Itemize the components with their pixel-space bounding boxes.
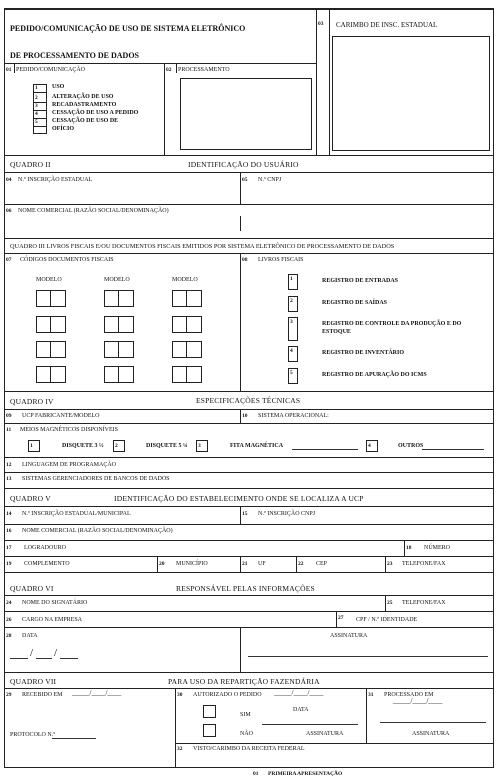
protocolo-line[interactable] <box>52 738 96 739</box>
field-number: 25 <box>387 600 393 606</box>
modelo-code-divider <box>186 341 187 358</box>
divider <box>240 556 241 572</box>
protocolo-label: PROTOCOLO N.º <box>10 732 56 738</box>
field-number: 16 <box>6 528 12 534</box>
modelo-code-box[interactable] <box>172 341 202 358</box>
divider <box>4 238 494 239</box>
logradouro-label: LOGRADOURO <box>24 545 66 551</box>
livros-label: LIVROS FISCAIS <box>258 257 304 263</box>
divider <box>4 409 494 410</box>
quadro-iii-header: QUADRO III LIVROS FISCAIS E/OU DOCUMENTOS FISCAIS EMITIDOS POR SISTEMA ELETRÔNICO DE PROCESSAMENTO DE DADOS <box>10 243 395 250</box>
media-label: FITA MAGNÉTICA <box>230 443 284 449</box>
processado-label: PROCESSADO EM <box>384 692 434 698</box>
media-label: DISQUETE 5 ¼ <box>146 443 188 449</box>
divider <box>4 391 494 392</box>
field-number: 15 <box>242 511 248 517</box>
modelo-code-divider <box>50 366 51 383</box>
date-day-line[interactable] <box>10 658 28 659</box>
media-number: 3 <box>198 443 201 449</box>
divider <box>175 688 176 767</box>
field-number: 22 <box>298 561 304 567</box>
modelo-code-box[interactable] <box>104 366 134 383</box>
modelo-code-box[interactable] <box>104 290 134 307</box>
cep-label: CEP <box>316 561 328 567</box>
modelo-code-divider <box>118 366 119 383</box>
modelo-code-divider <box>50 290 51 307</box>
data-line[interactable] <box>262 724 358 725</box>
quadro-vi-title: RESPONSÁVEL PELAS INFORMAÇÕES <box>176 584 315 593</box>
option-number: 5 <box>35 119 38 125</box>
option-divider <box>33 126 47 127</box>
divider <box>4 672 494 673</box>
cpf-label: CPF / N.º IDENTIDADE <box>356 617 418 623</box>
field-number: 05 <box>242 177 248 183</box>
field-number: 27 <box>338 615 344 621</box>
divider <box>240 506 241 524</box>
stamp-divider-2 <box>329 10 330 155</box>
divider <box>157 556 158 572</box>
divider <box>175 743 494 744</box>
modelo-code-divider <box>50 341 51 358</box>
field-number: 12 <box>6 462 12 468</box>
stamp-area[interactable] <box>332 36 490 151</box>
date-year-line[interactable] <box>60 658 78 659</box>
autorizado-date-blank[interactable]: _____/____/____ <box>274 689 324 697</box>
modelo-code-box[interactable] <box>172 316 202 333</box>
right-border <box>493 8 494 768</box>
divider <box>4 253 494 254</box>
divider <box>4 472 494 473</box>
inscricao-label: N.º INSCRIÇÃO ESTADUAL <box>18 177 93 183</box>
option-number: 1 <box>35 85 38 91</box>
field-number: 31 <box>368 692 374 698</box>
ucp-label: UCP FABRICANTE/MODELO <box>22 413 100 419</box>
book-label: REGISTRO DE CONTROLE DA PRODUÇÃO E DO <box>322 321 462 327</box>
divider <box>366 688 367 743</box>
option-label: RECADASTRAMENTO <box>52 102 117 108</box>
book-number: 2 <box>290 298 293 304</box>
telefone-label: TELEFONE/FAX <box>402 561 446 567</box>
divider <box>385 556 386 572</box>
divider <box>240 172 241 204</box>
field-number: 18 <box>406 545 412 551</box>
cnpj-label: N.º CNPJ <box>258 177 282 183</box>
codigos-label: CÓDIGOS DOCUMENTOS FISCAIS <box>20 257 114 263</box>
book-number: 3 <box>290 319 293 325</box>
field-number: 28 <box>6 633 12 639</box>
assinatura-label: ASSINATURA <box>330 633 368 639</box>
fita-line[interactable] <box>292 449 358 450</box>
form-subtitle: DE PROCESSAMENTO DE DADOS <box>10 51 139 60</box>
quadro-v-title: IDENTIFICAÇÃO DO ESTABELECIMENTO ONDE SE LOCALIZA A UCP <box>114 494 364 503</box>
field-number: 04 <box>6 177 12 183</box>
top-border <box>4 8 494 10</box>
divider <box>240 409 241 423</box>
sim-checkbox[interactable] <box>203 705 216 718</box>
book-number: 5 <box>290 370 293 376</box>
divider <box>240 216 241 231</box>
field-number: 24 <box>6 600 12 606</box>
footer-label: PRIMEIRA APRESENTAÇÃO <box>268 771 343 777</box>
book-label: REGISTRO DE APURAÇÃO DO ICMS <box>322 372 427 378</box>
book-number: 1 <box>290 276 293 282</box>
quadro-iv-header: QUADRO IV <box>10 397 54 406</box>
complemento-label: COMPLEMENTO <box>24 561 70 567</box>
divider <box>176 63 177 73</box>
data-label-q7: DATA <box>293 707 309 713</box>
option-number: 4 <box>35 111 38 117</box>
option-number: 2 <box>35 95 38 101</box>
field-number: 10 <box>242 413 248 419</box>
media-number: 1 <box>30 443 33 449</box>
municipio-label: MUNICÍPIO <box>176 561 208 567</box>
field-number: 21 <box>242 561 248 567</box>
divider <box>4 488 494 489</box>
modelo-code-divider <box>50 316 51 333</box>
processamento-field[interactable] <box>180 78 312 150</box>
assinatura-label-q7: ASSINATURA <box>306 731 344 737</box>
field-number: 13 <box>6 476 12 482</box>
signatario-label: NOME DO SIGNATÁRIO <box>22 600 88 606</box>
modelo-code-divider <box>186 366 187 383</box>
quadro-vii-header: QUADRO VII <box>10 677 57 686</box>
processado-signature-line[interactable] <box>380 722 486 723</box>
option-label: USO <box>52 84 65 90</box>
quadro-ii-header: QUADRO II <box>10 160 51 169</box>
option-label: ALTERAÇÃO DE USO <box>52 94 114 100</box>
divider <box>4 524 494 525</box>
quadro-iv-title: ESPECIFICAÇÕES TÉCNICAS <box>196 396 301 405</box>
divider <box>14 63 15 73</box>
recebido-date-blank[interactable]: _____/____/____ <box>72 689 122 697</box>
media-label: OUTROS <box>398 443 424 449</box>
meios-label: MEIOS MAGNÉTICOS DISPONÍVEIS <box>20 427 119 433</box>
option-divider <box>33 92 47 93</box>
modelo-code-box[interactable] <box>104 341 134 358</box>
field-number: 20 <box>159 561 165 567</box>
divider <box>336 611 337 627</box>
recebido-label: RECEBIDO EM <box>22 692 63 698</box>
divider <box>4 63 316 64</box>
sistema-operacional-label: SISTEMA OPERACIONAL: <box>258 413 329 419</box>
modelo-code-divider <box>186 316 187 333</box>
field-number: 02 <box>166 67 172 73</box>
divider <box>4 204 494 205</box>
cnpj-ucp-label: N.º INSCRIÇÃO CNPJ <box>258 511 316 517</box>
modelo-label: MODELO <box>36 277 62 283</box>
date-month-line[interactable] <box>36 658 52 659</box>
divider <box>4 572 494 573</box>
field-number: 29 <box>6 692 12 698</box>
field-number: 30 <box>177 692 183 698</box>
modelo-code-divider <box>118 341 119 358</box>
nao-checkbox[interactable] <box>203 724 216 737</box>
option-label: OFÍCIO <box>52 126 75 132</box>
field-number: 17 <box>6 545 12 551</box>
sgbd-label: SISTEMAS GERENCIADORES DE BANCOS DE DADOS <box>22 476 170 482</box>
field-number: 19 <box>6 561 12 567</box>
linguagem-label: LINGUAGEM DE PROGRAMAÇÃO <box>22 462 117 468</box>
divider <box>4 611 494 612</box>
book-number: 4 <box>290 348 293 354</box>
modelo-code-box[interactable] <box>104 316 134 333</box>
stamp-label: CARIMBO DE INSC. ESTADUAL <box>336 21 438 29</box>
processamento-label: PROCESSAMENTO <box>178 67 230 73</box>
nome-comercial-ucp-label: NOME COMERCIAL (RAZÃO SOCIAL/DENOMINAÇÃO) <box>22 528 173 534</box>
sim-label: SIM <box>240 712 251 718</box>
bottom-border <box>4 767 494 768</box>
field-number: 07 <box>6 257 12 263</box>
modelo-code-divider <box>186 290 187 307</box>
pedido-label: PEDIDO/COMUNICAÇÃO <box>16 67 86 73</box>
modelo-code-box[interactable] <box>36 341 66 358</box>
modelo-code-box[interactable] <box>172 290 202 307</box>
divider <box>4 457 494 458</box>
modelo-code-box[interactable] <box>36 366 66 383</box>
processado-date-blank[interactable]: _____/____/____ <box>393 697 443 705</box>
modelo-label: MODELO <box>104 277 130 283</box>
nome-comercial-label: NOME COMERCIAL (RAZÃO SOCIAL/DENOMINAÇÃO) <box>18 208 169 214</box>
modelo-code-box[interactable] <box>172 366 202 383</box>
divider <box>385 595 386 611</box>
field-number: 06 <box>6 208 12 214</box>
left-border <box>4 8 5 768</box>
field-number: 14 <box>6 511 12 517</box>
assinatura2-label: ASSINATURA <box>412 731 450 737</box>
divider <box>404 540 405 556</box>
field-number: 26 <box>6 617 12 623</box>
option-label: CESSAÇÃO DE USO A PEDIDO <box>52 110 139 116</box>
autorizado-label: AUTORIZADO O PEDIDO <box>193 692 262 698</box>
modelo-code-divider <box>118 316 119 333</box>
outros-line[interactable] <box>422 449 484 450</box>
quadro-v-header: QUADRO V <box>10 494 51 503</box>
book-label: REGISTRO DE INVENTÁRIO <box>322 350 405 356</box>
divider <box>4 155 494 156</box>
modelo-code-box[interactable] <box>36 290 66 307</box>
media-number: 2 <box>115 443 118 449</box>
divider <box>296 556 297 572</box>
modelo-code-divider <box>118 290 119 307</box>
divider <box>4 423 494 424</box>
book-label: REGISTRO DE ENTRADAS <box>322 278 399 284</box>
divider <box>240 627 241 672</box>
telefone-signatario-label: TELEFONE/FAX <box>402 600 446 606</box>
divider <box>4 506 494 507</box>
book-label-cont: ESTOQUE <box>322 329 351 335</box>
uf-label: UF <box>258 561 266 567</box>
field-number: 23 <box>387 561 393 567</box>
media-label: DISQUETE 3 ½ <box>62 443 104 449</box>
signature-line[interactable] <box>248 656 488 657</box>
date-slash: / <box>54 647 58 659</box>
form-title: PEDIDO/COMUNICAÇÃO DE USO DE SISTEMA ELETRÔNICO <box>10 24 246 33</box>
book-label: REGISTRO DE SAÍDAS <box>322 300 388 306</box>
date-slash: / <box>30 647 34 659</box>
divider <box>4 540 494 541</box>
cargo-label: CARGO NA EMPRESA <box>22 617 83 623</box>
divider <box>4 595 494 596</box>
field-number: 08 <box>242 257 248 263</box>
option-number: 3 <box>35 103 38 109</box>
divider <box>4 556 494 557</box>
quadro-vii-title: PARA USO DA REPARTIÇÃO FAZENDÁRIA <box>168 677 320 686</box>
modelo-code-box[interactable] <box>36 316 66 333</box>
divider <box>4 627 494 628</box>
data-label: DATA <box>22 633 38 639</box>
media-number: 4 <box>368 443 371 449</box>
field-number: 11 <box>6 427 12 433</box>
divider <box>240 253 241 391</box>
modelo-label: MODELO <box>172 277 198 283</box>
field-number: 32 <box>177 746 183 752</box>
footer-copy-number: 01 <box>253 771 259 777</box>
stamp-divider <box>316 10 317 155</box>
quadro-ii-title: IDENTIFICAÇÃO DO USUÁRIO <box>188 160 299 169</box>
numero-label: NÚMERO <box>424 545 451 551</box>
inscricao-municipal-label: N.º INSCRIÇÃO ESTADUAL/MUNICIPAL <box>22 511 131 517</box>
quadro-vi-header: QUADRO VI <box>10 584 54 593</box>
nao-label: NÃO <box>240 731 253 737</box>
field-number: 03 <box>318 21 324 27</box>
divider <box>164 63 165 155</box>
option-label: CESSAÇÃO DE USO DE <box>52 118 119 124</box>
field-number: 09 <box>6 413 12 419</box>
field-number: 01 <box>6 67 12 73</box>
divider <box>4 172 494 173</box>
visto-label: VISTO/CARIMBO DA RECEITA FEDERAL <box>193 746 305 752</box>
